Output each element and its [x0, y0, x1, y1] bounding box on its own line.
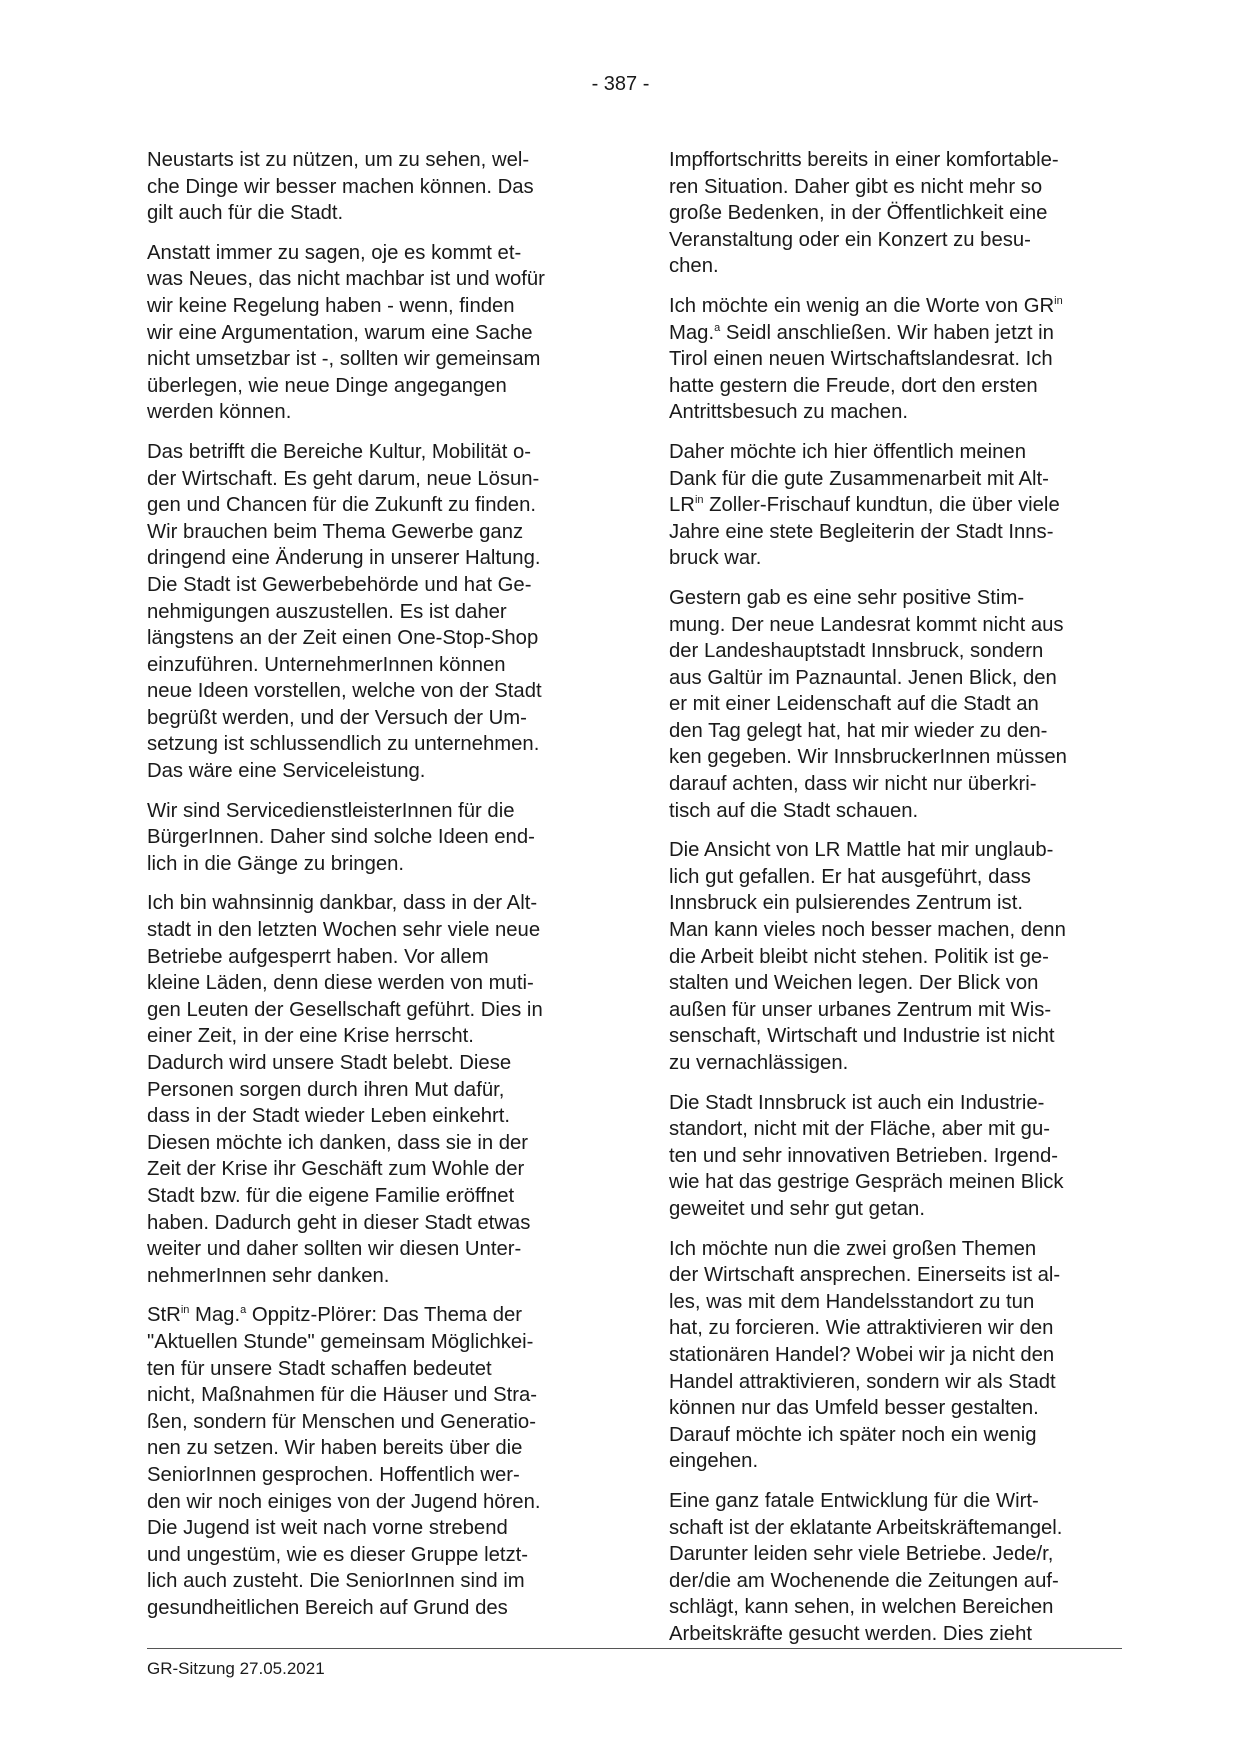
- text-line: ßen, sondern für Menschen und Generatio-: [147, 1410, 536, 1433]
- text-line: Diesen möchte ich danken, dass sie in der: [147, 1131, 529, 1154]
- text-line: Jahre eine stete Begleiterin der Stadt Inns-: [669, 520, 1054, 543]
- text-line: bruck war.: [669, 547, 762, 570]
- right-column: [669, 147, 1117, 1660]
- text-line: chen.: [669, 255, 719, 278]
- text-line: ken gegeben. Wir InnsbruckerInnen müssen: [669, 746, 1067, 769]
- text-line: große Bedenken, in der Öffentlichkeit eine: [669, 202, 1048, 225]
- text-line: den wir noch einiges von der Jugend hören.: [147, 1490, 541, 1513]
- text-line: und ungestüm, wie es dieser Gruppe letzt-: [147, 1543, 529, 1566]
- text-line: haben. Dadurch geht in dieser Stadt etwas: [147, 1211, 531, 1234]
- text-line: er mit einer Leidenschaft auf die Stadt an: [669, 693, 1039, 716]
- text-line: Arbeitskräfte gesucht werden. Dies zieht: [669, 1622, 1032, 1645]
- text-line: der/die am Wochenende die Zeitungen auf-: [669, 1569, 1059, 1592]
- text-line: Ich möchte nun die zwei großen Themen: [669, 1237, 1037, 1260]
- text-line: Die Stadt ist Gewerbebehörde und hat Ge-: [147, 573, 532, 596]
- text-line: außen für unser urbanes Zentrum mit Wis-: [669, 998, 1052, 1021]
- text-line: senschaft, Wirtschaft und Industrie ist nicht: [669, 1025, 1055, 1048]
- paragraph: [669, 585, 1117, 824]
- paragraph: [669, 1236, 1117, 1475]
- paragraph: [669, 1488, 1117, 1648]
- text-line: Die Stadt Innsbruck ist auch ein Industrie-: [669, 1091, 1045, 1114]
- text-line: ten für unsere Stadt schaffen bedeutet: [147, 1357, 492, 1380]
- speaker-degree: Mag.: [189, 1304, 241, 1327]
- text-line: geweitet und sehr gut getan.: [669, 1197, 925, 1220]
- text-line: Darauf möchte ich später noch ein wenig: [669, 1423, 1037, 1446]
- text-line: hatte gestern die Freude, dort den ersten: [669, 374, 1038, 397]
- text-line: gen und Chancen für die Zukunft zu finden.: [147, 494, 536, 517]
- speaker-title-suffix: in: [180, 1304, 190, 1317]
- text-line: Betriebe aufgesperrt haben. Vor allem: [147, 945, 489, 968]
- text-line: gen Leuten der Gesellschaft geführt. Dies in: [147, 998, 543, 1021]
- text-line: lich in die Gänge zu bringen.: [147, 852, 405, 875]
- text-line: Antrittsbesuch zu machen.: [669, 401, 908, 424]
- text-line: Wir brauchen beim Thema Gewerbe ganz: [147, 520, 524, 543]
- title-suffix: in: [1054, 294, 1063, 307]
- speaker-first-text: Das Thema der: [376, 1304, 523, 1327]
- text-line: was Neues, das nicht machbar ist und wofür: [147, 268, 545, 291]
- text-line: dringend eine Änderung in unserer Haltung.: [147, 547, 541, 570]
- text-line: die Arbeit bleibt nicht stehen. Politik ist ge-: [669, 945, 1049, 968]
- text-line: tisch auf die Stadt schauen.: [669, 799, 919, 822]
- text-line: den Tag gelegt hat, hat mir wieder zu den-: [669, 719, 1048, 742]
- text-line: ren Situation. Daher gibt es nicht mehr so: [669, 175, 1043, 198]
- text-line: nehmigungen auszustellen. Es ist daher: [147, 600, 507, 623]
- text-line: werden können.: [147, 401, 292, 424]
- footer-divider: [147, 1648, 1122, 1649]
- text-line: wie hat das gestrige Gespräch meinen Blick: [669, 1171, 1064, 1194]
- text-line: BürgerInnen. Daher sind solche Ideen end-: [147, 826, 535, 849]
- text-line: eingehen.: [669, 1450, 759, 1473]
- text-line: "Aktuellen Stunde" gemeinsam Möglichkei-: [147, 1330, 534, 1353]
- paragraph: [669, 837, 1117, 1076]
- text-line: weiter und daher sollten wir diesen Unter-: [147, 1238, 522, 1261]
- paragraph: [147, 240, 595, 426]
- text-line: Dank für die gute Zusammenarbeit mit Alt-: [669, 467, 1049, 490]
- text-line: Darunter leiden sehr viele Betriebe. Jede/r,: [669, 1543, 1054, 1566]
- text-line: wir keine Regelung haben - wenn, finden: [147, 294, 515, 317]
- text-line: wir eine Argumentation, warum eine Sache: [147, 321, 533, 344]
- left-column: [147, 147, 595, 1634]
- text-line: aus Galtür im Paznauntal. Jenen Blick, den: [669, 666, 1057, 689]
- text-line: dass in der Stadt wieder Leben einkehrt.: [147, 1105, 511, 1128]
- text-line: Man kann vieles noch besser machen, denn: [669, 919, 1066, 942]
- text-line: begrüßt werden, und der Versuch der Um-: [147, 706, 527, 729]
- text-line: längstens an der Zeit einen One-Stop-Shop: [147, 627, 539, 650]
- paragraph: [669, 439, 1117, 572]
- text-line: Eine ganz fatale Entwicklung für die Wirt-: [669, 1489, 1039, 1512]
- text-line: Anstatt immer zu sagen, oje es kommt et-: [147, 241, 522, 264]
- text-line: der Landeshauptstadt Innsbruck, sondern: [669, 640, 1044, 663]
- text-line: Personen sorgen durch ihren Mut dafür,: [147, 1078, 505, 1101]
- text-line: [669, 293, 1117, 320]
- text-line: Wir sind ServicedienstleisterInnen für die: [147, 799, 515, 822]
- text-line: überlegen, wie neue Dinge angegangen: [147, 374, 507, 397]
- paragraph: [147, 890, 595, 1289]
- paragraph: [147, 439, 595, 785]
- text-line: Neustarts ist zu nützen, um zu sehen, wel-: [147, 149, 530, 171]
- text-line: zu vernachlässigen.: [669, 1052, 849, 1074]
- text-run: Seidl anschließen. Wir haben jetzt in: [720, 321, 1054, 344]
- text-line: gesundheitlichen Bereich auf Grund des: [147, 1596, 508, 1619]
- text-line: Daher möchte ich hier öffentlich meinen: [669, 440, 1026, 463]
- text-line: setzung ist schlussendlich zu unternehmen.: [147, 733, 540, 756]
- text-line: mung. Der neue Landesrat kommt nicht aus: [669, 613, 1064, 636]
- text-line: Die Jugend ist weit nach vorne strebend: [147, 1517, 508, 1540]
- text-line: ten und sehr innovativen Betrieben. Irgend-: [669, 1144, 1058, 1167]
- text-run: Ich möchte ein wenig an die Worte von GR: [669, 294, 1055, 317]
- footer-session-date: GR-Sitzung 27.05.2021: [147, 1659, 325, 1678]
- text-line: einzuführen. UnternehmerInnen können: [147, 653, 506, 676]
- text-line: les, was mit dem Handelsstandort zu tun: [669, 1290, 1035, 1313]
- speaker-name: Oppitz-Plörer:: [246, 1304, 377, 1327]
- text-line: Innsbruck ein pulsierendes Zentrum ist.: [669, 892, 1023, 915]
- text-line: schlägt, kann sehen, in welchen Bereichen: [669, 1596, 1054, 1619]
- text-line: Veranstaltung oder ein Konzert zu besu-: [669, 228, 1031, 251]
- text-line: lich gut gefallen. Er hat ausgeführt, dass: [669, 865, 1031, 888]
- paragraph: [669, 293, 1117, 426]
- text-line: Das betrifft die Bereiche Kultur, Mobilität o-: [147, 440, 532, 463]
- text-line: lich auch zusteht. Die SeniorInnen sind im: [147, 1570, 525, 1593]
- text-line: [669, 492, 1117, 519]
- degree-suffix: a: [714, 321, 721, 334]
- text-line: der Wirtschaft ansprechen. Einerseits ist al-: [669, 1264, 1061, 1287]
- text-line: che Dinge wir besser machen können. Das: [147, 175, 534, 198]
- text-line: nen zu setzen. Wir haben bereits über die: [147, 1437, 523, 1460]
- text-line: hat, zu forcieren. Wie attraktivieren wir den: [669, 1317, 1054, 1340]
- paragraph: [147, 798, 595, 878]
- text-line: darauf achten, dass wir nicht nur überkri-: [669, 773, 1037, 796]
- speaker-paragraph: [147, 1302, 595, 1621]
- text-line: Gestern gab es eine sehr positive Stim-: [669, 586, 1025, 609]
- text-line: einer Zeit, in der eine Krise herrscht.: [147, 1025, 474, 1048]
- text-line: Dadurch wird unsere Stadt belebt. Diese: [147, 1052, 512, 1074]
- text-line: der Wirtschaft. Es geht darum, neue Lösun-: [147, 467, 540, 490]
- paragraph: [147, 147, 595, 227]
- text-line: Das wäre eine Serviceleistung.: [147, 760, 426, 783]
- text-line: schaft ist der eklatante Arbeitskräftemangel.: [669, 1516, 1063, 1539]
- page-number: - 387 -: [591, 73, 650, 95]
- text-line: standort, nicht mit der Fläche, aber mit gu-: [669, 1118, 1050, 1141]
- text-line: Die Ansicht von LR Mattle hat mir unglaub-: [669, 839, 1054, 862]
- text-line: Impffortschritts bereits in einer komfortable-: [669, 149, 1059, 171]
- text-line: Zeit der Krise ihr Geschäft zum Wohle der: [147, 1158, 525, 1181]
- text-line: Tirol einen neuen Wirtschaftslandesrat. Ich: [669, 348, 1053, 371]
- text-line: nehmerInnen sehr danken.: [147, 1264, 390, 1287]
- text-line: kleine Läden, denn diese werden von muti-: [147, 972, 534, 995]
- text-line: gilt auch für die Stadt.: [147, 202, 344, 225]
- speaker-degree-suffix: a: [240, 1304, 247, 1317]
- title-suffix: in: [694, 494, 704, 507]
- text-line: Stadt bzw. für die eigene Familie eröffnet: [147, 1184, 515, 1207]
- text-run: LR: [669, 494, 695, 517]
- text-line: nicht, Maßnahmen für die Häuser und Stra-: [147, 1384, 538, 1407]
- text-line: stalten und Weichen legen. Der Blick von: [669, 972, 1039, 995]
- text-line: stadt in den letzten Wochen sehr viele neue: [147, 919, 541, 942]
- text-line: nicht umsetzbar ist -, sollten wir gemeinsam: [147, 348, 541, 371]
- speaker-line: [147, 1302, 595, 1329]
- text-line: können nur das Umfeld besser gestalten.: [669, 1397, 1039, 1420]
- text-run: Zoller-Frischauf kundtun, die über viele: [703, 494, 1060, 517]
- paragraph: [669, 1090, 1117, 1223]
- text-line: Handel attraktivieren, sondern wir als Stadt: [669, 1370, 1056, 1393]
- text-line: stationären Handel? Wobei wir ja nicht den: [669, 1343, 1055, 1366]
- text-line: neue Ideen vorstellen, welche von der Stadt: [147, 680, 542, 703]
- text-run: Mag.: [669, 321, 715, 344]
- text-line: Ich bin wahnsinnig dankbar, dass in der Alt-: [147, 892, 538, 915]
- paragraph: [669, 147, 1117, 280]
- speaker-title: StR: [147, 1304, 181, 1327]
- text-line: SeniorInnen gesprochen. Hoffentlich wer-: [147, 1463, 520, 1486]
- text-line: [669, 320, 1117, 347]
